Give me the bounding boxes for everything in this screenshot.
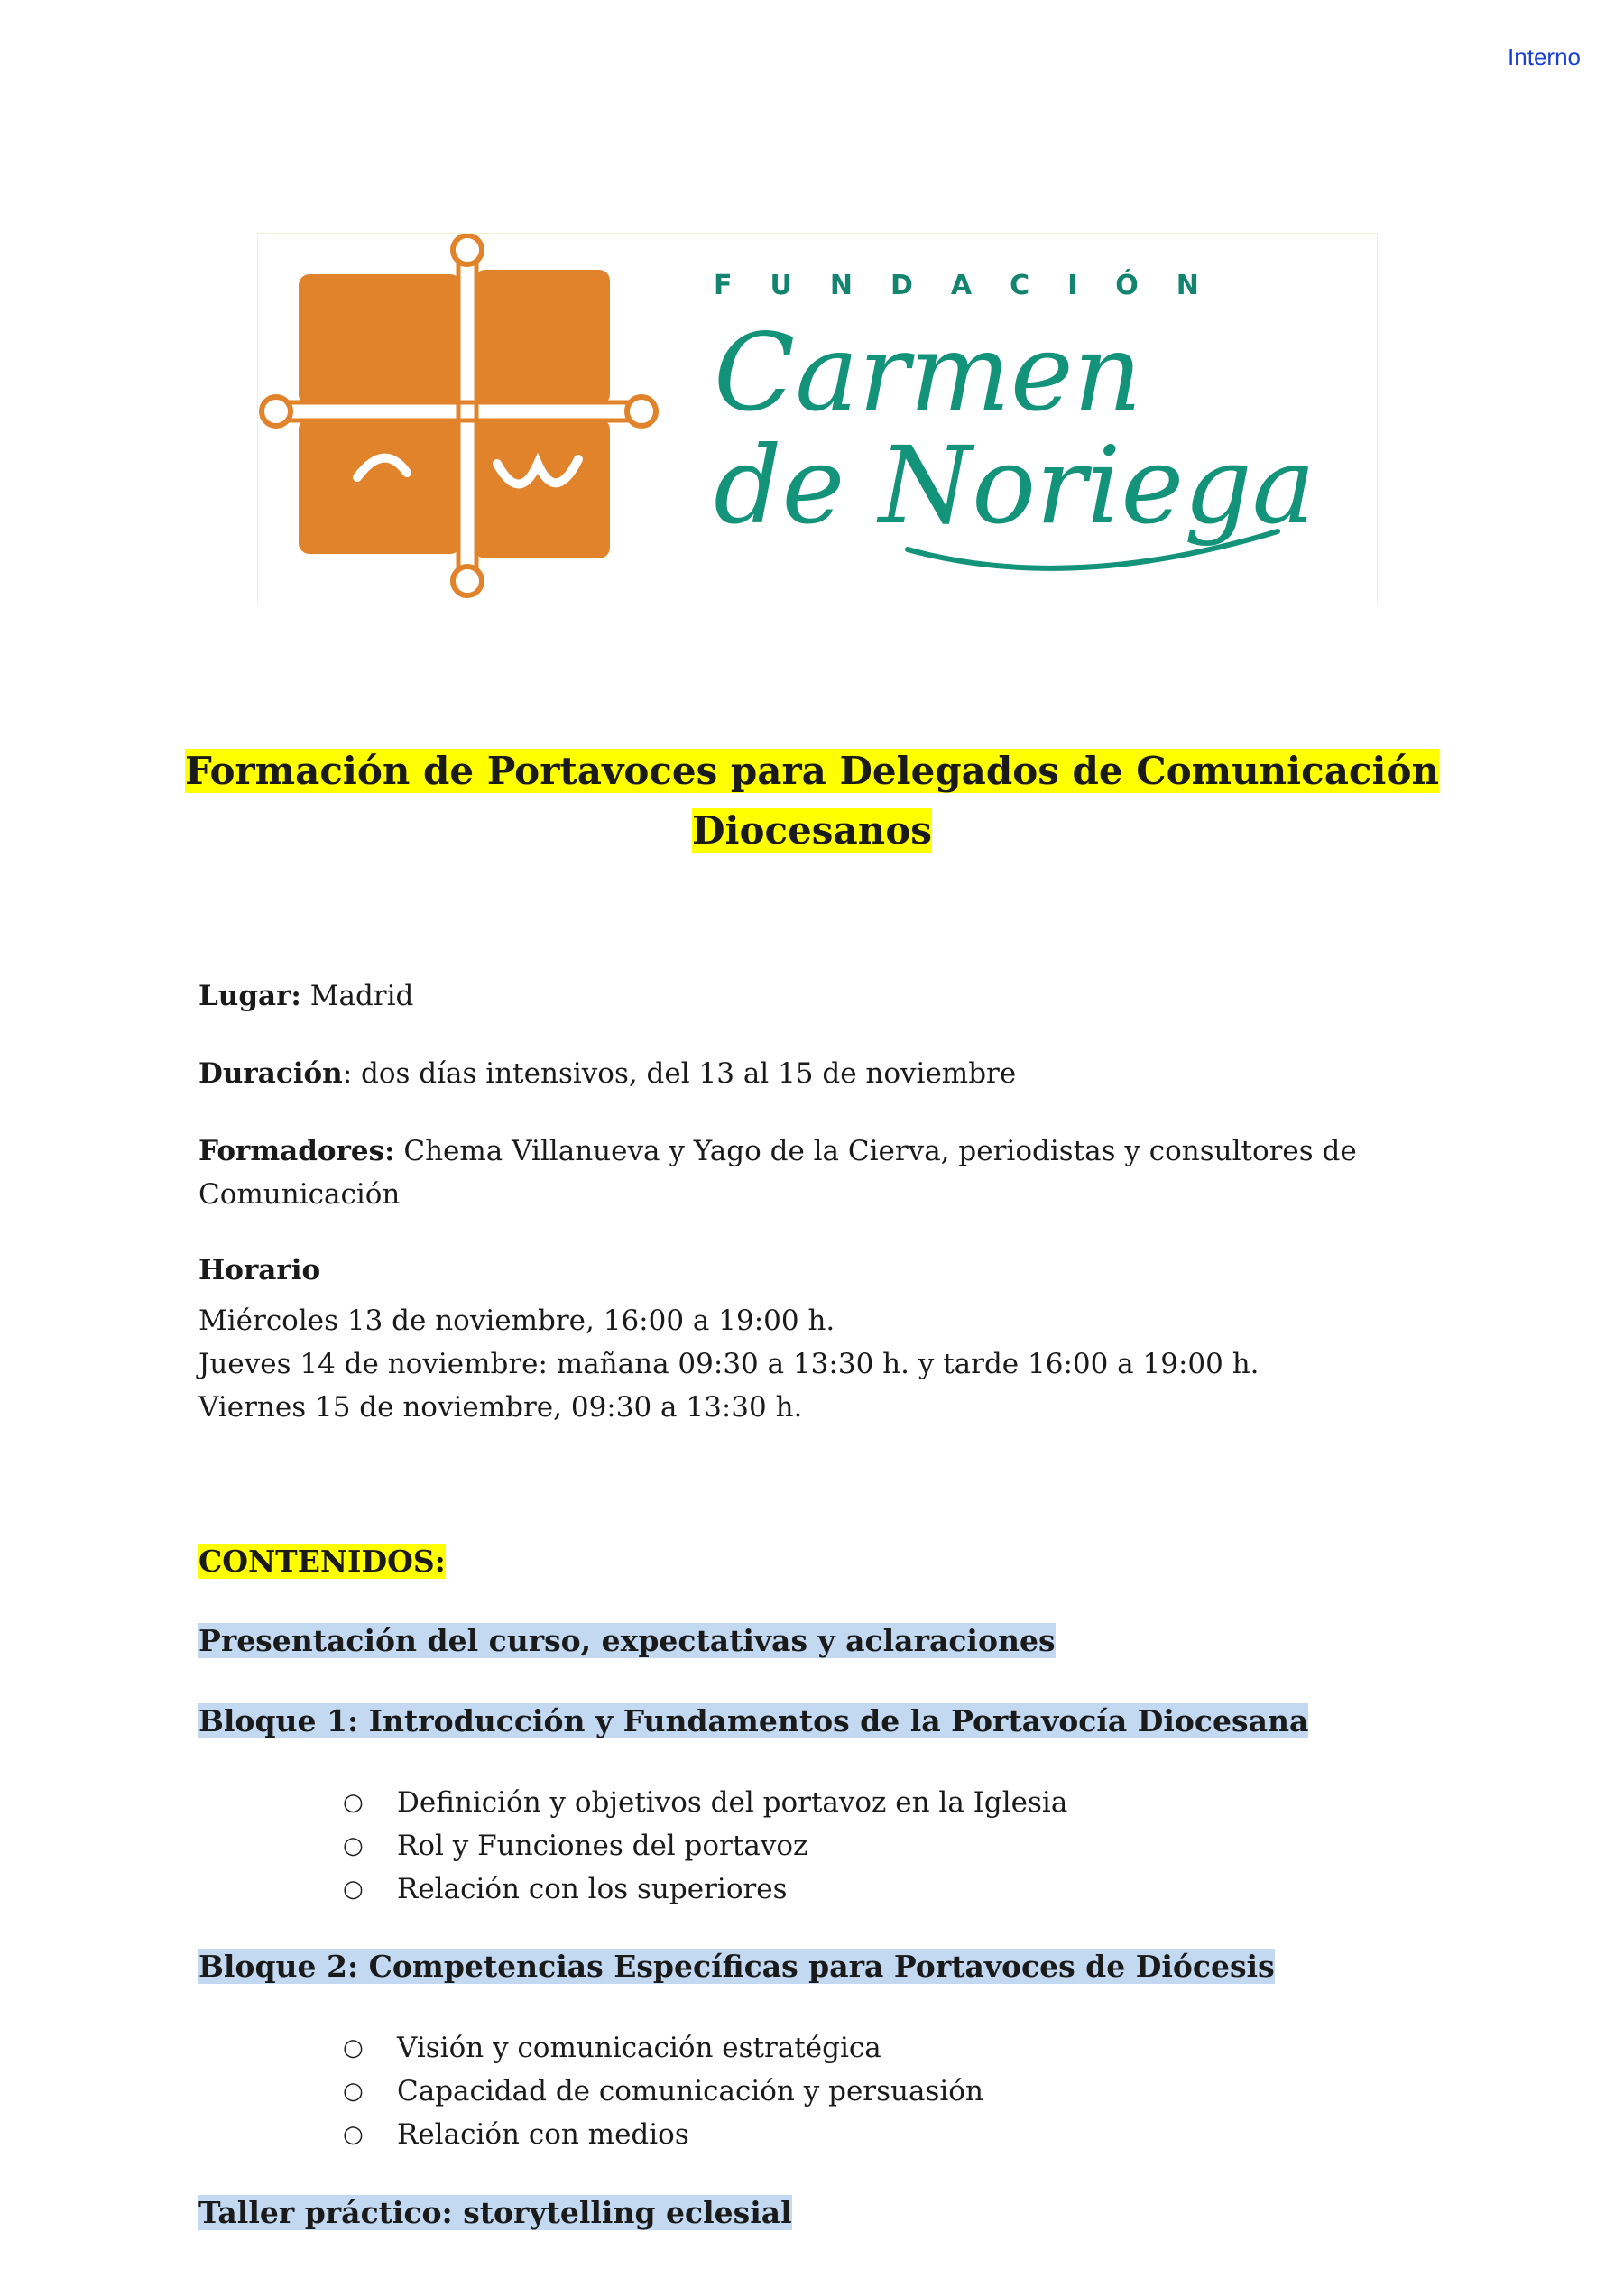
horario-line: Miércoles 13 de noviembre, 16:00 a 19:00 h. [198,1305,835,1337]
lugar-label: Lugar: [198,980,301,1012]
duracion-paragraph [198,1052,1480,1095]
bloque2-list [343,2026,983,2156]
formadores-value: Chema Villanueva y Yago de la Cierva, periodistas y consultores de Comunicación [198,1135,1357,1211]
title-line-2: Diocesanos [692,808,932,853]
logo-square-tl [299,274,461,405]
duracion-label: Duración [198,1057,343,1090]
circle-bullet-icon: ○ [343,1876,364,1903]
list-item-text: Visión y comunicación estratégica [397,2032,881,2064]
list-item-text: Definición y objetivos del portavoz en la Iglesia [397,1786,1068,1819]
list-item [343,2070,983,2113]
circle-bullet-icon: ○ [343,1832,364,1859]
presentacion-heading [198,1620,1056,1662]
presentacion-heading-text: Presentación del curso, expectativas y aclaraciones [198,1623,1056,1658]
logo-square-bl [299,419,461,554]
formadores-paragraph [198,1130,1480,1216]
circle-bullet-icon: ○ [343,1789,364,1816]
bloque2-heading-text: Bloque 2: Competencias Específicas para Portavoces de Diócesis [198,1949,1275,1984]
horario-line: Jueves 14 de noviembre: mañana 09:30 a 13:30 h. y tarde 16:00 a 19:00 h. [198,1348,1260,1380]
list-item [343,2026,983,2070]
bloque1-heading [198,1701,1308,1742]
list-item [343,1867,1067,1911]
lugar-paragraph [198,974,1480,1018]
logo-square-tr [475,270,610,405]
taller-heading-text: Taller práctico: storytelling eclesial [198,2195,792,2230]
list-item-text: Relación con los superiores [397,1873,788,1905]
logo-noriega-text: de Noriega [714,423,1316,548]
formadores-label: Formadores: [198,1135,395,1167]
logo-carmen-text: Carmen [714,310,1142,435]
logo-fundacion-text: FUNDACIÓN [714,270,1237,301]
logo-square-br [475,419,610,558]
taller-heading [198,2192,792,2234]
bloque2-heading [198,1946,1275,1987]
circle-bullet-icon: ○ [343,2034,364,2061]
classification-label: Interno [1508,43,1581,70]
document-title [135,742,1489,861]
horario-paragraph [198,1249,1480,1429]
list-item [343,1781,1067,1824]
horario-label: Horario [198,1254,321,1286]
bloque1-heading-text: Bloque 1: Introducción y Fundamentos de la Portavocía Diocesana [198,1703,1309,1738]
circle-bullet-icon: ○ [343,2121,364,2148]
circle-bullet-icon: ○ [343,2078,364,2105]
contenidos-heading [198,1541,446,1582]
list-item [343,2113,983,2156]
contenidos-heading-text: CONTENIDOS: [198,1544,446,1579]
duracion-value: : dos días intensivos, del 13 al 15 de noviembre [342,1057,1017,1090]
bloque1-list [343,1781,1067,1911]
list-item-text: Relación con medios [397,2118,689,2151]
title-line-1: Formación de Portavoces para Delegados de Comunicación [185,749,1439,793]
list-item-text: Rol y Funciones del portavoz [397,1830,808,1862]
list-item-text: Capacidad de comunicación y persuasión [397,2075,983,2107]
horario-line: Viernes 15 de noviembre, 09:30 a 13:30 h. [198,1391,803,1424]
foundation-logo [257,233,1378,604]
list-item [343,1824,1067,1867]
lugar-value: Madrid [300,980,414,1012]
